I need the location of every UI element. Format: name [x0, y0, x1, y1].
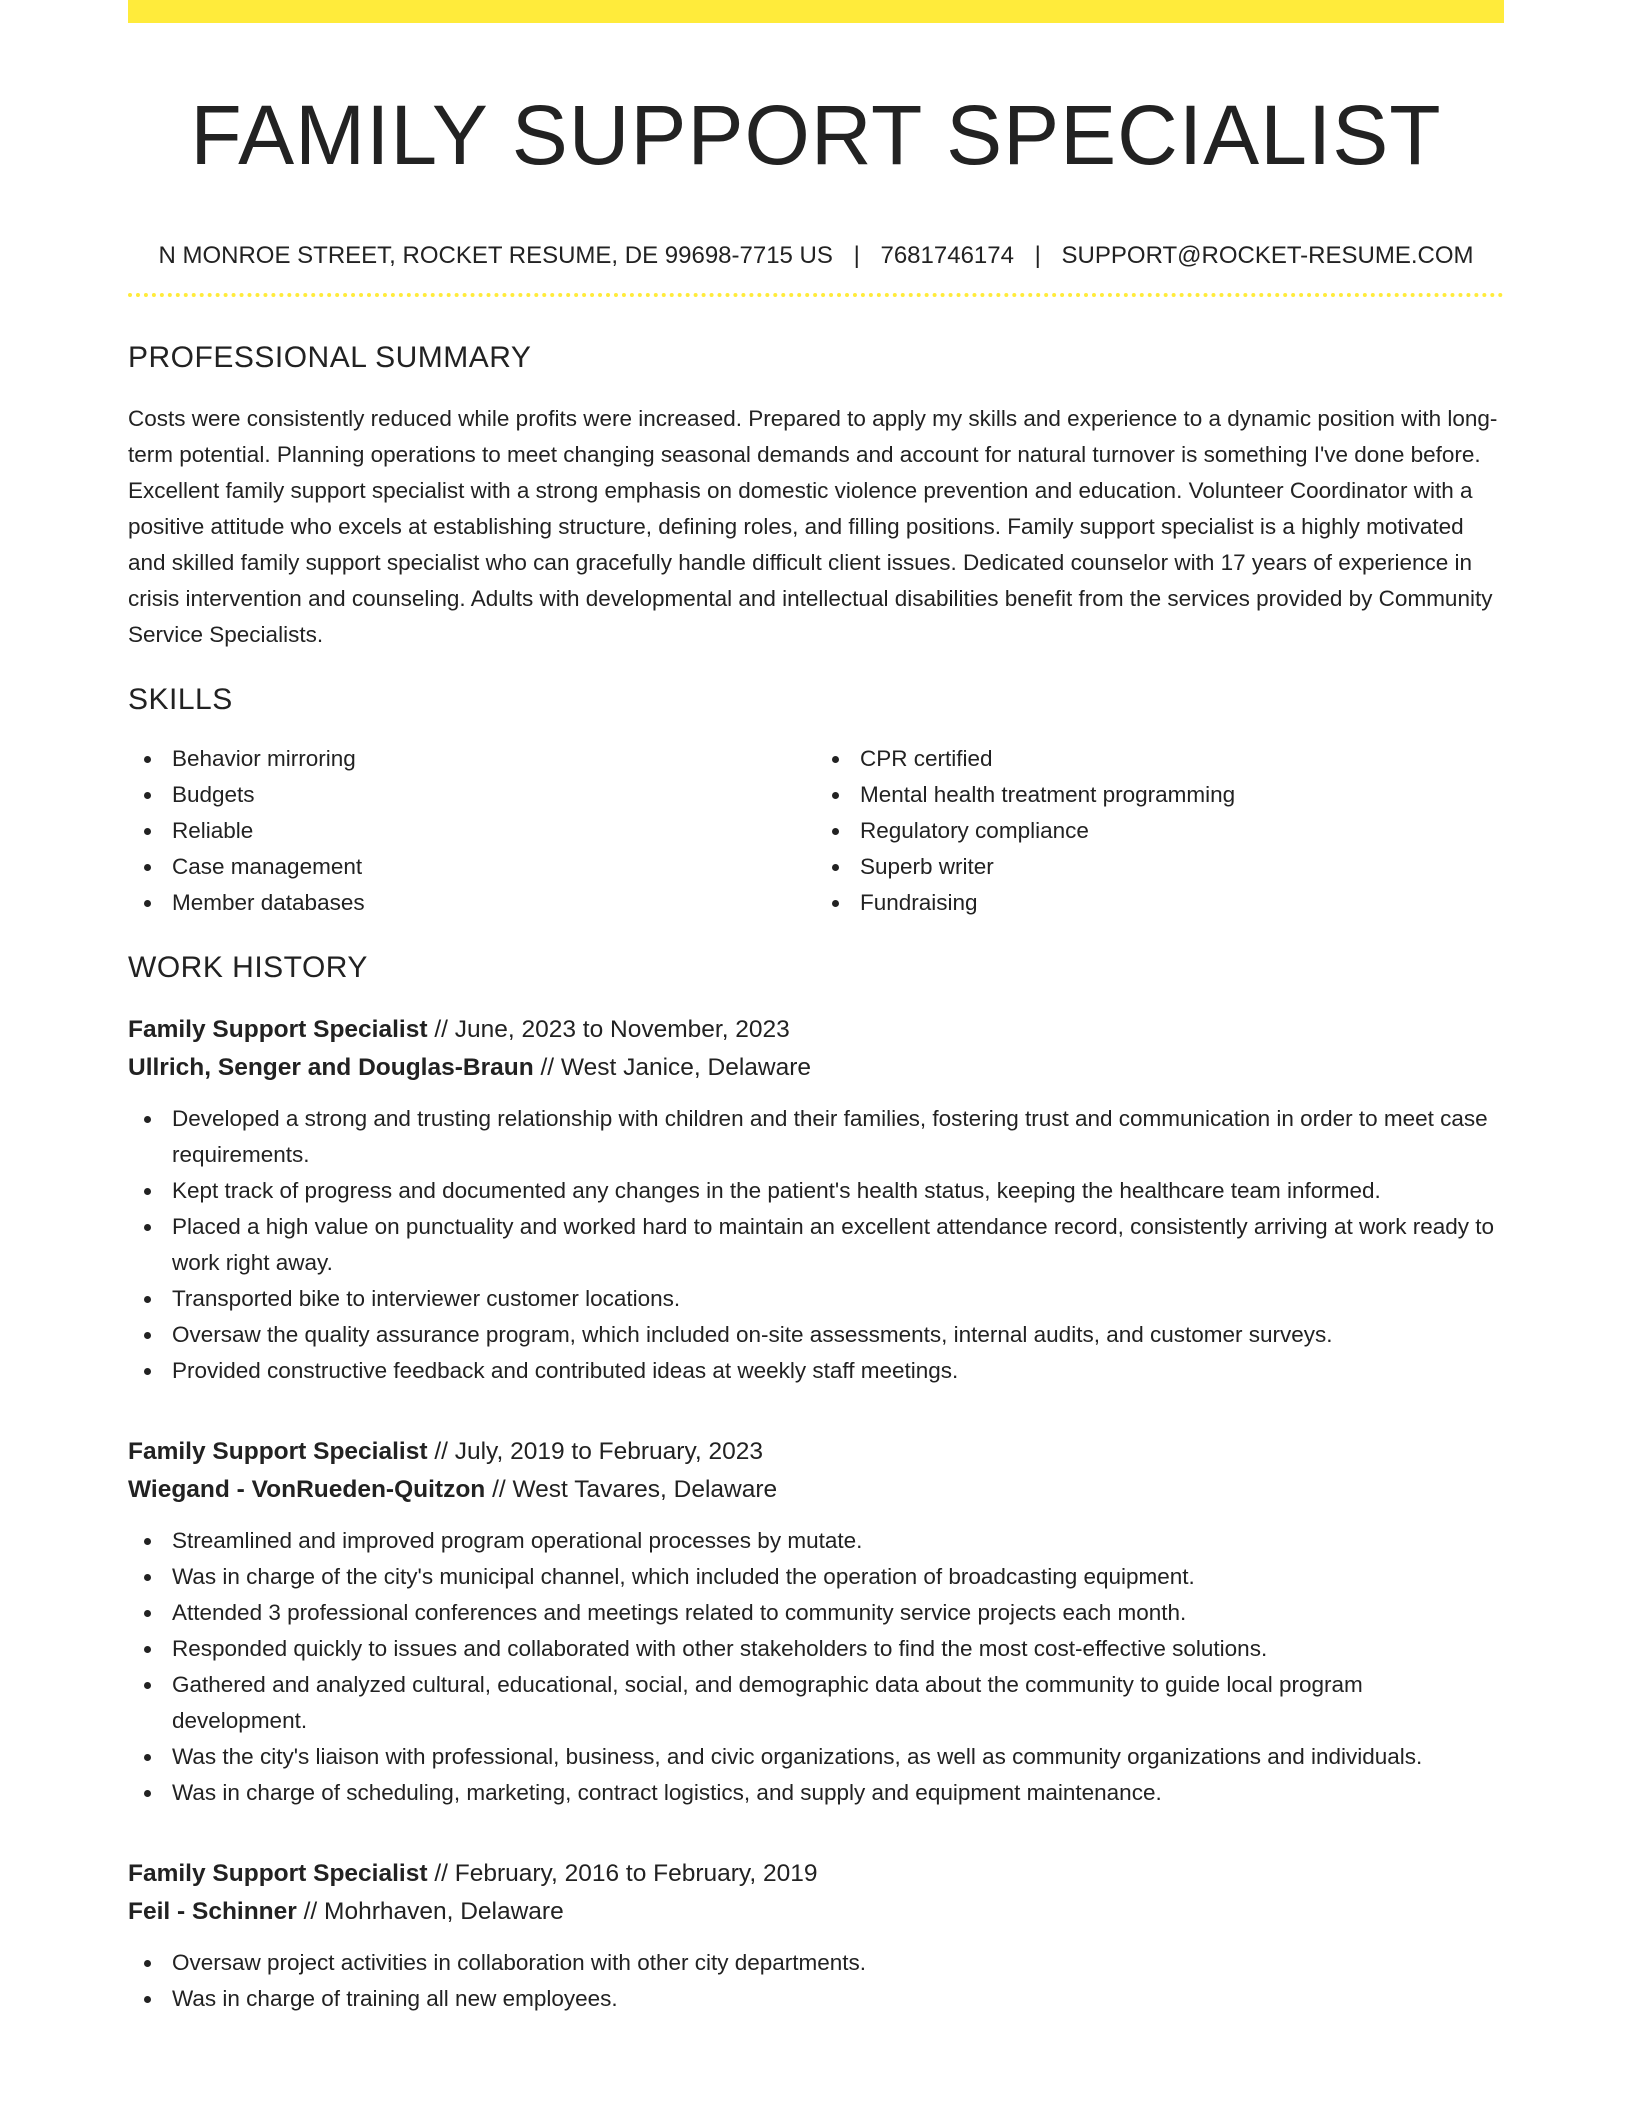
job-bullet: Was in charge of the city's municipal channel, which included the operation of broadcasting equipment.: [128, 1559, 1504, 1595]
job-bullet: Transported bike to interviewer customer locations.: [128, 1281, 1504, 1317]
skill-item: Member databases: [128, 885, 816, 921]
summary-heading: PROFESSIONAL SUMMARY: [128, 341, 532, 374]
summary-text: Costs were consistently reduced while profits were increased. Prepared to apply my skills and experience to a dynamic position with long-term potential. Planning operations to meet changing seasonal demands and account for natural turnover is something I've done before. Excellent family support specialist with a strong emphasis on domestic violence prevention and education. Volunteer Coordinator with a positive attitude who excels at establishing structure, defining roles, and filling positions. Family support specialist is a highly motivated and skilled family support specialist who can gracefully handle difficult client issues. Dedicated counselor with 17 years of experience in crisis intervention and counseling. Adults with developmental and intellectual disabilities benefit from the services provided by Community Service Specialists.: [128, 406, 1498, 647]
job-bullet: Kept track of progress and documented any changes in the patient's health status, keeping the healthcare team informed.: [128, 1173, 1504, 1209]
job-bullet: Was in charge of training all new employees.: [128, 1981, 1504, 2017]
job-location: // West Tavares, Delaware: [485, 1476, 778, 1503]
job-dates: // July, 2019 to February, 2023: [427, 1438, 763, 1465]
contact-phone: 7681746174: [880, 242, 1014, 269]
job-position: Family Support Specialist: [128, 1438, 428, 1465]
job-bullet: Was the city's liaison with professional, business, and civic organizations, as well as community organizations and individuals.: [128, 1739, 1504, 1775]
job-position: Family Support Specialist: [128, 1016, 428, 1043]
skill-item: Reliable: [128, 813, 816, 849]
job-bullet-list: [128, 1945, 1504, 2017]
contact-line: [128, 241, 1504, 271]
skill-item: CPR certified: [816, 741, 1504, 777]
resume-page: [128, 0, 1504, 2017]
job-bullet: Developed a strong and trusting relationship with children and their families, fostering trust and communication in order to meet case requirements.: [128, 1101, 1504, 1173]
job-position: Family Support Specialist: [128, 1860, 428, 1887]
job-company: Ullrich, Senger and Douglas-Braun: [128, 1054, 534, 1081]
skills-grid: [128, 741, 1504, 921]
contact-separator: |: [853, 242, 860, 269]
job-entry: [128, 1011, 1504, 1389]
skill-item: Superb writer: [816, 849, 1504, 885]
top-accent-bar: [128, 0, 1504, 23]
job-bullet: Provided constructive feedback and contributed ideas at weekly staff meetings.: [128, 1353, 1504, 1389]
job-dates: // February, 2016 to February, 2019: [427, 1860, 818, 1887]
skills-column-right: [816, 741, 1504, 921]
job-company-line: [128, 1893, 1504, 1931]
resume-name-title: FAMILY SUPPORT SPECIALIST: [190, 88, 1442, 182]
job-title-line: [128, 1855, 1504, 1893]
contact-separator: |: [1034, 242, 1041, 269]
job-location: // West Janice, Delaware: [533, 1054, 812, 1081]
work-history-heading: WORK HISTORY: [128, 951, 368, 984]
job-bullet: Oversaw project activities in collaboration with other city departments.: [128, 1945, 1504, 1981]
skill-item: Fundraising: [816, 885, 1504, 921]
job-bullet: Placed a high value on punctuality and worked hard to maintain an excellent attendance record, consistently arriving at work ready to work right away.: [128, 1209, 1504, 1281]
skills-column-left: [128, 741, 816, 921]
job-location: // Mohrhaven, Delaware: [296, 1898, 564, 1925]
skill-item: Mental health treatment programming: [816, 777, 1504, 813]
job-entry: [128, 1433, 1504, 1811]
job-bullet: Attended 3 professional conferences and meetings related to community service projects each month.: [128, 1595, 1504, 1631]
job-company: Feil - Schinner: [128, 1898, 297, 1925]
contact-address: N MONROE STREET, ROCKET RESUME, DE 99698-7715 US: [158, 242, 833, 269]
job-bullet: Streamlined and improved program operational processes by mutate.: [128, 1523, 1504, 1559]
job-company: Wiegand - VonRueden-Quitzon: [128, 1476, 486, 1503]
skill-item: Regulatory compliance: [816, 813, 1504, 849]
job-bullet: Responded quickly to issues and collaborated with other stakeholders to find the most cost-effective solutions.: [128, 1631, 1504, 1667]
job-bullet: Oversaw the quality assurance program, which included on-site assessments, internal audits, and customer surveys.: [128, 1317, 1504, 1353]
job-bullet: Was in charge of scheduling, marketing, contract logistics, and supply and equipment maintenance.: [128, 1775, 1504, 1811]
job-title-line: [128, 1433, 1504, 1471]
skill-item: Behavior mirroring: [128, 741, 816, 777]
job-entry: [128, 1855, 1504, 2017]
job-company-line: [128, 1471, 1504, 1509]
skill-item: Budgets: [128, 777, 816, 813]
skills-heading: SKILLS: [128, 683, 233, 716]
job-dates: // June, 2023 to November, 2023: [427, 1016, 790, 1043]
contact-email: SUPPORT@ROCKET-RESUME.COM: [1061, 242, 1474, 269]
dotted-divider: [128, 293, 1504, 297]
job-bullet-list: [128, 1101, 1504, 1389]
job-title-line: [128, 1011, 1504, 1049]
job-bullet: Gathered and analyzed cultural, educational, social, and demographic data about the community to guide local program development.: [128, 1667, 1504, 1739]
job-company-line: [128, 1049, 1504, 1087]
job-bullet-list: [128, 1523, 1504, 1811]
skill-item: Case management: [128, 849, 816, 885]
